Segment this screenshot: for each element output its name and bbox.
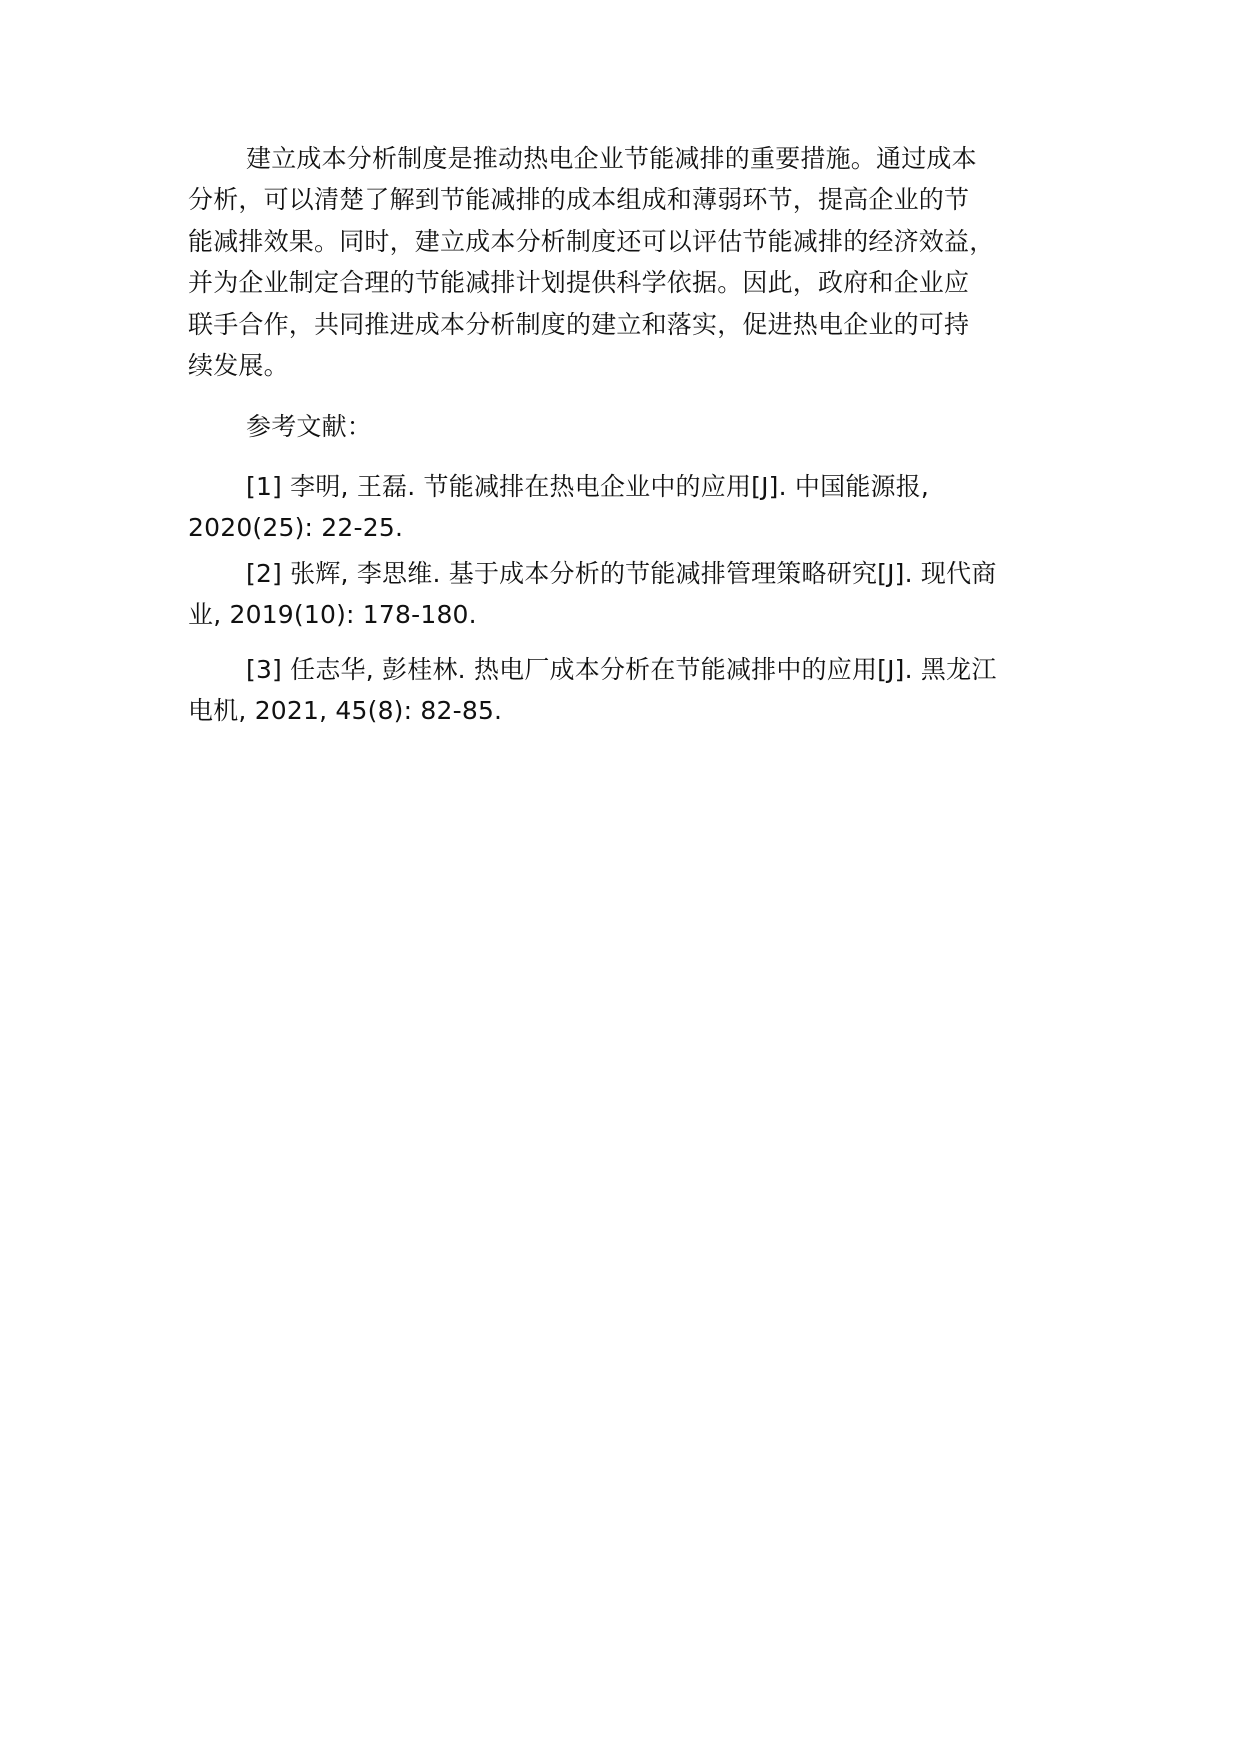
paragraph-line: 联手合作，共同推进成本分析制度的建立和落实，促进热电企业的可持: [188, 310, 970, 339]
paragraph-line: 续发展。: [188, 351, 289, 380]
references-heading: 参考文献：: [246, 412, 373, 441]
paragraph-line: 能减排效果。同时，建立成本分析制度还可以评估节能减排的经济效益，: [188, 227, 995, 256]
reference-line: 业, 2019(10): 178-180.: [188, 600, 477, 629]
paragraph-line: 分析，可以清楚了解到节能减排的成本组成和薄弱环节，提高企业的节: [188, 185, 970, 214]
reference-line: [2] 张辉, 李思维. 基于成本分析的节能减排管理策略研究[J]. 现代商: [246, 559, 997, 588]
reference-line: 2020(25): 22-25.: [188, 513, 404, 542]
reference-line: [3] 任志华, 彭桂林. 热电厂成本分析在节能减排中的应用[J]. 黑龙江: [246, 655, 997, 684]
paragraph-line: 建立成本分析制度是推动热电企业节能减排的重要措施。通过成本: [246, 144, 977, 173]
paragraph-line: 并为企业制定合理的节能减排计划提供科学依据。因此，政府和企业应: [188, 268, 970, 297]
reference-line: [1] 李明, 王磊. 节能减排在热电企业中的应用[J]. 中国能源报,: [246, 472, 930, 501]
reference-line: 电机, 2021, 45(8): 82-85.: [188, 696, 503, 725]
